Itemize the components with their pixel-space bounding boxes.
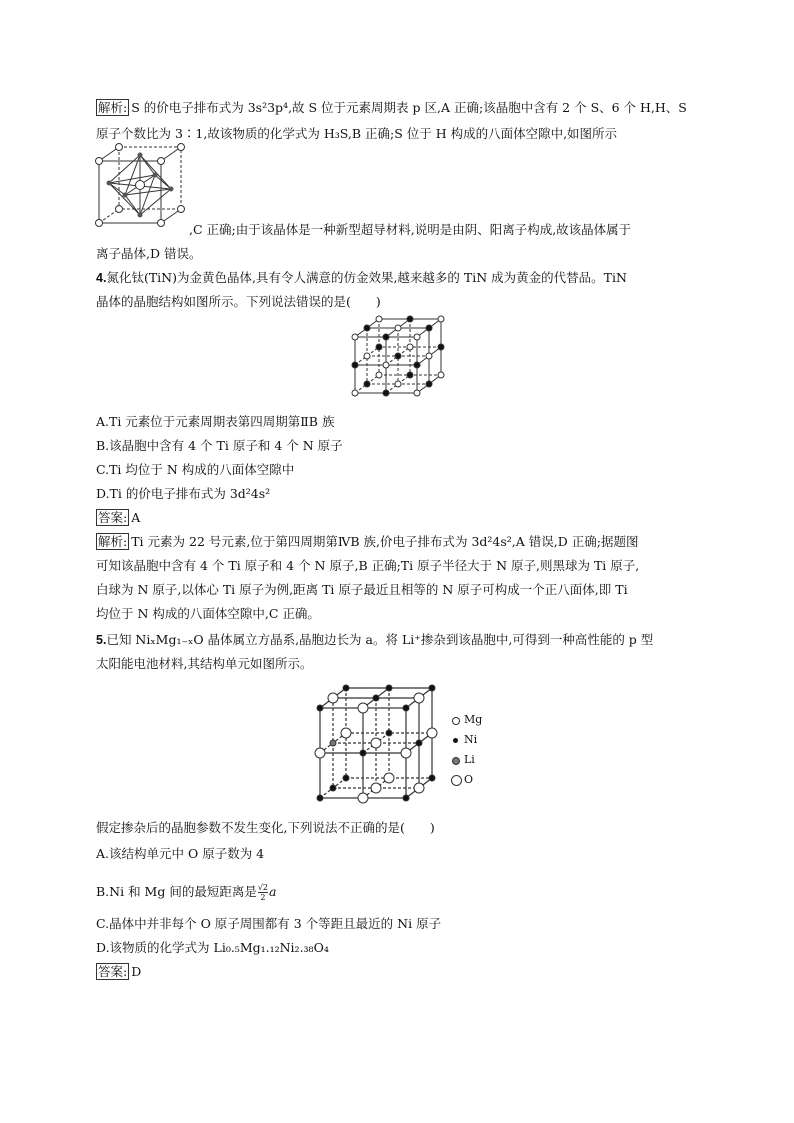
tin-unit-cell-figure: [349, 313, 447, 399]
nimgo-unit-cell-figure: [312, 682, 440, 804]
legend-item-o: O: [452, 772, 512, 792]
q4-option-a: A.Ti 元素位于元素周期表第四周期第ⅡB 族: [96, 414, 335, 429]
legend-item-ni: Ni: [452, 732, 512, 752]
q5-option-a: A.该结构单元中 O 原子数为 4: [96, 846, 265, 861]
fraction-denominator: 2: [260, 893, 266, 902]
question-5-line-2: 太阳能电池材料,其结构单元如图所示。: [96, 656, 313, 671]
explanation-tag: 解析:: [98, 534, 128, 549]
q5-option-d: D.该物质的化学式为 Li₀.₅Mg₁.₁₂Ni₂.₃₈O₄: [96, 940, 329, 955]
q5-answer: 答案: D: [98, 964, 142, 979]
legend: [452, 712, 512, 792]
question-5-line-1: 5.已知 NiₓMg₁₋ₓO 晶体属立方晶系,晶胞边长为 a。将 Li⁺掺杂到该晶胞中,可得到一种高性能的 p 型: [96, 632, 654, 647]
question-4-line-1: 4.氮化钛(TiN)为金黄色晶体,具有令人满意的仿金效果,越来越多的 TiN 成为黄金的代替品。TiN: [96, 270, 627, 285]
q4-explanation-line-3: 白球为 N 原子,以体心 Ti 原子为例,距离 Ti 原子最近且相等的 N 原子可构成一个正八面体,即 Ti: [96, 582, 628, 597]
explanation-tag: 解析:: [98, 100, 128, 115]
q4-explanation-line-1: 解析: Ti 元素为 22 号元素,位于第四周期第ⅣB 族,价电子排布式为 3d²4s²,A 错误,D 正确;据题图: [98, 534, 639, 549]
legend-item-li: Li: [452, 752, 512, 772]
answer-tag: 答案:: [98, 964, 128, 979]
explanation-line-2: 原子个数比为 3∶1,故该物质的化学式为 H₃S,B 正确;S 位于 H 构成的八面体空隙中,如图所示: [96, 126, 618, 141]
q4-option-c: C.Ti 均位于 N 构成的八面体空隙中: [96, 462, 295, 477]
q4-explanation-line-4: 均位于 N 构成的八面体空隙中,C 正确。: [96, 606, 320, 621]
answer-tag: 答案:: [98, 510, 128, 525]
q4-answer: 答案: A: [98, 510, 141, 525]
variable-a: a: [269, 884, 277, 899]
q5-option-c: C.晶体中并非每个 O 原子周围都有 3 个等距且最近的 Ni 原子: [96, 916, 442, 931]
question-4-line-2: 晶体的晶胞结构如图所示。下列说法错误的是( ): [96, 294, 381, 309]
q5-stem: 假定掺杂后的晶胞参数不发生变化,下列说法不正确的是( ): [96, 820, 435, 835]
q4-explanation-line-2: 可知该晶胞中含有 4 个 Ti 原子和 4 个 N 原子,B 正确;Ti 原子半径大于 N 原子,则黑球为 Ti 原子,: [96, 558, 640, 573]
h3s-octahedron-figure: [95, 143, 187, 227]
fraction: [258, 883, 268, 902]
ni-marker-icon: [453, 738, 458, 743]
li-marker-icon: [452, 757, 460, 765]
question-number: 4.: [96, 271, 107, 285]
fraction-numerator: √2: [257, 883, 269, 892]
o-marker-icon: [451, 775, 462, 786]
explanation-line-4: 离子晶体,D 错误。: [96, 246, 202, 261]
explanation-line-1: 解析: S 的价电子排布式为 3s²3p⁴,故 S 位于元素周期表 p 区,A 正确;该晶胞中含有 2 个 S、6 个 H,H、S: [98, 100, 687, 115]
explanation-line-3: ,C 正确;由于该晶体是一种新型超导材料,说明是由阴、阳离子构成,故该晶体属于: [189, 222, 632, 237]
question-number: 5.: [96, 633, 107, 647]
legend-item-mg: Mg: [452, 712, 512, 732]
q5-option-b: B.Ni 和 Mg 间的最短距离是 $\frac{√2}{2}$ a: [96, 883, 277, 902]
q4-option-d: D.Ti 的价电子排布式为 3d²4s²: [96, 486, 271, 501]
mg-marker-icon: [452, 717, 460, 725]
q4-option-b: B.该晶胞中含有 4 个 Ti 原子和 4 个 N 原子: [96, 438, 343, 453]
